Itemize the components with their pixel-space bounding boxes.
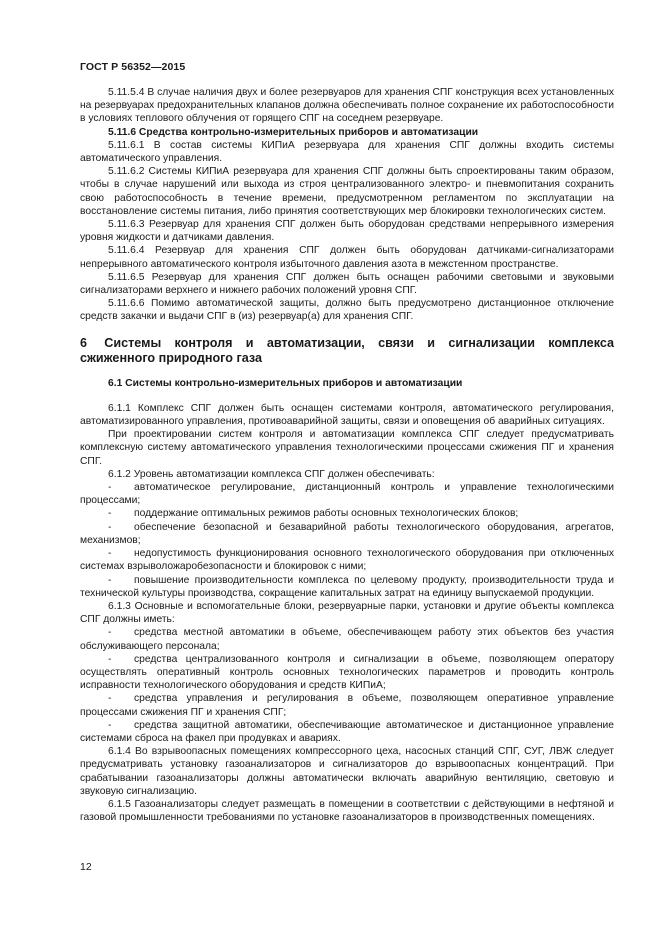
paragraph-6-1-4: 6.1.4 Во взрывоопасных помещениях компрессорного цеха, насосных станций СПГ, СУГ, ЛВЖ следует предусматривать установку газоанализаторов и сигнализаторов до взрывоопасных концентраций. При срабатывании газоанализаторы должны автоматически включать аварийную вентиляцию, световую и звуковую сигнализацию.	[80, 746, 614, 797]
section-heading-6	[80, 336, 614, 366]
paragraph-6-1-2: 6.1.2 Уровень автоматизации комплекса СПГ должен обеспечивать:	[108, 468, 435, 480]
paragraph-6-1-1: 6.1.1 Комплекс СПГ должен быть оснащен системами контроля, автоматического регулирования, автоматизированного управления, противоаварийной защиты, связи и оповещения об аварийных ситуациях.	[80, 402, 614, 428]
subsection-heading-5-11-6: 5.11.6 Средства контрольно-измерительных приборов и автоматизации	[108, 126, 479, 138]
list-item: - повышение производительности комплекса по целевому продукту, производительности труда и технической культуры производства, сокращение капитальных затрат на единицу выпускаемой продукции.	[80, 574, 614, 599]
list-item: - недопустимость функционирования основного технологического оборудования при отключенных системах взрыволожаробезопасности и блокировок с ними;	[80, 548, 614, 573]
paragraph-5-11-5-4: 5.11.5.4 В случае наличия двух и более резервуаров для хранения СПГ конструкция всех установленных на резервуарах предохранительных клапанов должна обеспечивать полное сохранение их работоспособности в условиях теплового облучения от горящего СПГ на соседнем резервуаре.	[80, 87, 614, 125]
paragraph-5-11-6-3: 5.11.6.3 Резервуар для хранения СПГ должен быть оборудован средствами непрерывного измерения уровня жидкости и датчиками давления.	[80, 219, 614, 244]
list-6-1-3	[80, 626, 614, 745]
section-number: 6	[80, 335, 88, 350]
paragraph-6-1-3: 6.1.3 Основные и вспомогательные блоки, резервуарные парки, установки и другие объекты комплекса СПГ должны иметь:	[80, 600, 614, 626]
list-6-1-2	[80, 481, 614, 600]
section-title: Системы контроля и автоматизации, связи и сигнализации комплекса сжиженного природного газа	[80, 335, 614, 365]
paragraph-5-11-6-4: 5.11.6.4 Резервуар для хранения СПГ должен быть оборудован датчиками-сигнализаторами непрерывного автоматического контроля избыточного давления азота в межстенном пространстве.	[80, 245, 614, 270]
paragraph-5-11-6-1: 5.11.6.1 В состав системы КИПиА резервуара для хранения СПГ должны входить системы автоматического управления.	[80, 139, 614, 165]
list-item: - средства централизованного контроля и сигнализации в объеме, позволяющем оператору осуществлять оперативный контроль основных технологических параметров и проводить контроль исправности технологического оборудования и средств КИПиА;	[80, 653, 614, 692]
document-body	[80, 86, 614, 824]
list-item: - средства защитной автоматики, обеспечивающие автоматическое и дистанционное управление системами сброса на факел при продувках и авариях.	[80, 719, 614, 744]
page-number: 12	[80, 861, 92, 873]
paragraph-5-11-6-6: 5.11.6.6 Помимо автоматической защиты, должно быть предусмотрено дистанционное отключение средств закачки и выдачи СПГ в (из) резервуар(а) для хранения СПГ.	[80, 298, 614, 323]
paragraph-5-11-6-2: 5.11.6.2 Системы КИПиА резервуара для хранения СПГ должны быть спроектированы таким образом, чтобы в случае нарушений или выхода из строя централизованного электро- и пневмопитания сохранить свою работоспособность в течение времени, предусмотренном регламентом по эксплуатации на восстановление системы питания, либо принятия соответствующих мер блокировки технологических систем.	[80, 166, 614, 217]
list-item: - поддержание оптимальных режимов работы основных технологических блоков;	[108, 508, 519, 520]
paragraph-6-1-5: 6.1.5 Газоанализаторы следует размещать в помещении в соответствии с действующими в нефтяной и газовой промышленности требованиями по установке газоанализаторов в производственных помещениях.	[80, 798, 614, 824]
document-header: ГОСТ Р 56352—2015	[80, 61, 186, 73]
list-item: - средства местной автоматики в объеме, обеспечивающем работу этих объектов без участия обслуживающего персонала;	[80, 627, 614, 652]
list-item: - обеспечение безопасной и безаварийной работы технологического оборудования, агрегатов, механизмов;	[80, 521, 614, 546]
paragraph-5-11-6-5: 5.11.6.5 Резервуар для хранения СПГ должен быть оснащен рабочими световыми и звуковыми сигнализаторами верхнего и нижнего рабочих положений уровня СПГ.	[80, 271, 614, 297]
paragraph-6-1-1-b: При проектировании систем контроля и автоматизации комплекса СПГ следует предусматривать комплексную систему автоматического управления технологическими процессами сжижения ПГ и хранения СПГ.	[80, 429, 614, 467]
list-item: - автоматическое регулирование, дистанционный контроль и управление технологическими процессами;	[80, 482, 614, 507]
subsection-heading-6-1: 6.1 Системы контрольно-измерительных приборов и автоматизации	[108, 377, 463, 389]
list-item: - средства управления и регулирования в объеме, позволяющем оперативное управление процессами сжижения ПГ и хранения СПГ;	[80, 693, 614, 718]
